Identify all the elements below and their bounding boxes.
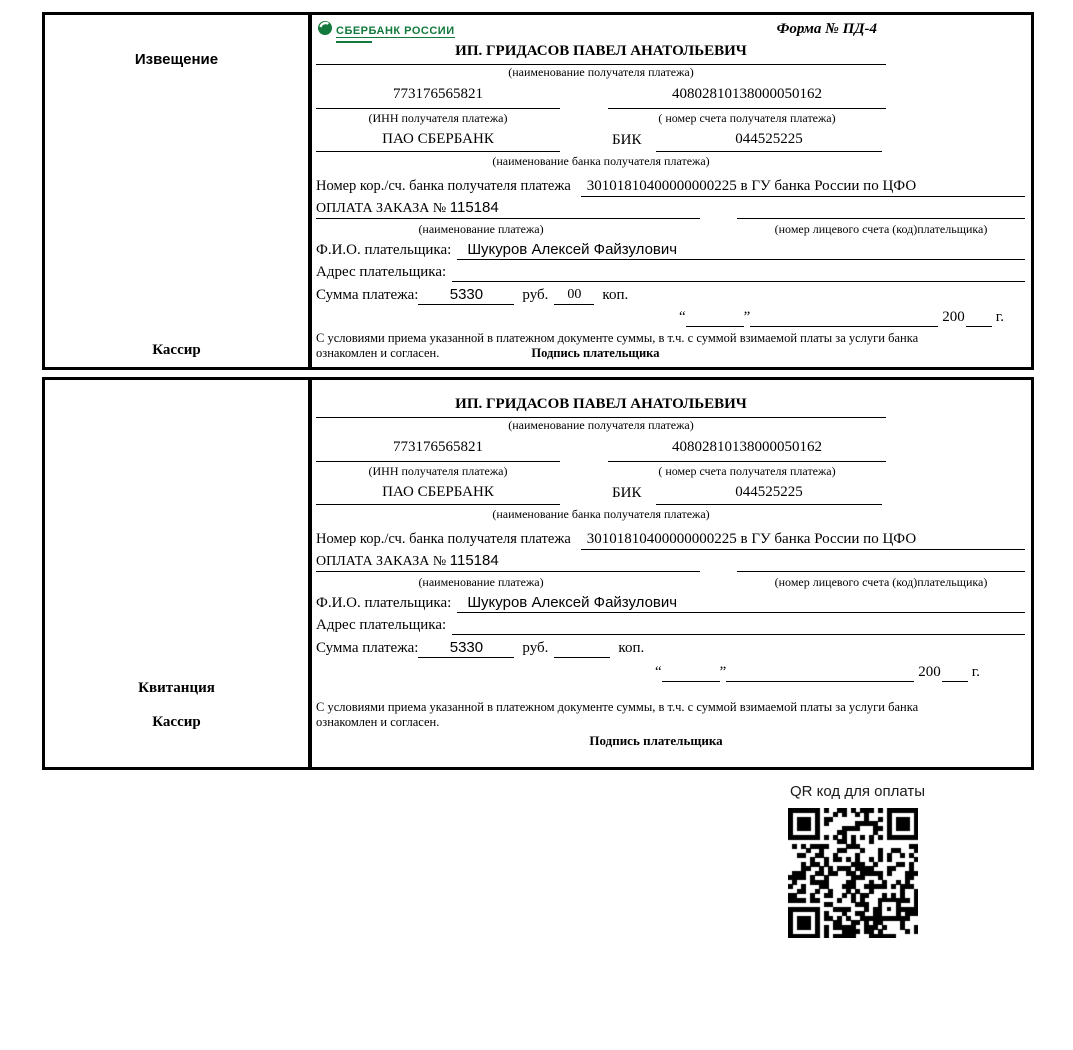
bik-label: БИК bbox=[612, 485, 642, 501]
payee-name: ИП. ГРИДАСОВ ПАВЕЛ АНАТОЛЬЕВИЧ bbox=[316, 394, 886, 418]
date-day-line bbox=[662, 681, 720, 682]
date-open-quote: “ bbox=[678, 309, 686, 325]
sberbank-logo bbox=[318, 21, 455, 43]
notice-top-block bbox=[316, 41, 886, 170]
account-hint: ( номер счета получателя платежа) bbox=[658, 464, 836, 478]
payer-address-row bbox=[316, 260, 1025, 282]
inn-value: 773176565821 bbox=[316, 434, 560, 462]
purpose-hint: (наименование платежа) bbox=[418, 575, 544, 589]
amount-kop-value bbox=[554, 656, 610, 658]
payer-address-label: Адрес плательщика: bbox=[316, 264, 447, 280]
rub-label: руб. bbox=[522, 640, 549, 656]
bik-label: БИК bbox=[612, 132, 642, 148]
payee-name-hint: (наименование получателя платежа) bbox=[508, 65, 694, 79]
date-close-quote: ” bbox=[743, 309, 751, 325]
date-open-quote: “ bbox=[654, 664, 662, 680]
inn-hint: (ИНН получателя платежа) bbox=[368, 464, 508, 478]
bank-hint: (наименование банка получателя платежа) bbox=[492, 507, 710, 521]
corr-account-row bbox=[316, 170, 1025, 197]
kop-label: коп. bbox=[618, 640, 645, 656]
bik-value: 044525225 bbox=[656, 128, 882, 152]
date-year-prefix: 200 bbox=[918, 664, 941, 680]
date-year-line bbox=[942, 681, 968, 682]
notice-main-column bbox=[312, 15, 1031, 367]
date-row bbox=[316, 305, 1025, 327]
bank-row bbox=[316, 128, 886, 154]
agreement-text bbox=[316, 331, 1016, 361]
payer-address-row bbox=[316, 613, 1025, 635]
agreement-line1: С условиями приема указанной в платежном документе суммы, в т.ч. с суммой взимаемой платы за услуги банка bbox=[316, 700, 919, 714]
account-hint: ( номер счета получателя платежа) bbox=[658, 111, 836, 125]
sberbank-logo-text: СБЕРБАНК РОССИИ bbox=[336, 25, 455, 37]
payment-purpose bbox=[316, 552, 700, 572]
personal-account-hint: (номер лицевого счета (код)плательщика) bbox=[774, 222, 988, 236]
date-month-line bbox=[726, 681, 914, 682]
bank-hint: (наименование банка получателя платежа) bbox=[492, 154, 710, 168]
bank-name: ПАО СБЕРБАНК bbox=[316, 481, 560, 505]
date-year-prefix: 200 bbox=[942, 309, 965, 325]
payer-name-value: Шукуров Алексей Файзулович bbox=[457, 594, 1025, 613]
qr-payment-block bbox=[788, 783, 925, 938]
corr-account-row bbox=[316, 523, 1025, 550]
amount-label: Сумма платежа: bbox=[316, 287, 419, 303]
corr-account-label: Номер кор./сч. банка получателя платежа bbox=[316, 178, 571, 194]
agreement-line2: ознакомлен и согласен. bbox=[316, 346, 440, 360]
payer-signature-label: Подпись плательщика bbox=[531, 346, 660, 360]
sberbank-logo-wordmark bbox=[336, 21, 455, 43]
order-number: 115184 bbox=[449, 199, 499, 216]
sberbank-tagline-bar bbox=[336, 41, 372, 43]
cashier-label: Кассир bbox=[152, 714, 201, 730]
logo-row bbox=[316, 15, 1025, 41]
amount-kop-value: 00 bbox=[554, 287, 594, 305]
purpose-hint: (наименование платежа) bbox=[418, 222, 544, 236]
cashier-label: Кассир bbox=[152, 342, 201, 358]
order-number: 115184 bbox=[449, 552, 499, 569]
notice-section bbox=[42, 12, 1034, 370]
date-year-suffix: г. bbox=[995, 309, 1004, 325]
rub-label: руб. bbox=[522, 287, 549, 303]
amount-label: Сумма платежа: bbox=[316, 640, 419, 656]
agreement-text bbox=[316, 700, 1016, 730]
bank-name: ПАО СБЕРБАНК bbox=[316, 128, 560, 152]
inn-value: 773176565821 bbox=[316, 81, 560, 109]
payer-address-line bbox=[452, 280, 1025, 282]
personal-account-hint: (номер лицевого счета (код)плательщика) bbox=[774, 575, 988, 589]
payment-purpose-prefix: ОПЛАТА ЗАКАЗА № bbox=[316, 201, 447, 216]
notice-label: Извещение bbox=[134, 51, 219, 68]
date-day-line bbox=[686, 326, 744, 327]
account-value: 40802810138000050162 bbox=[608, 434, 886, 462]
amount-rub-value: 5330 bbox=[418, 286, 514, 305]
payer-name-row bbox=[316, 590, 1025, 613]
date-year-suffix: г. bbox=[971, 664, 980, 680]
payer-name-label: Ф.И.О. плательщика: bbox=[316, 595, 452, 611]
payer-name-label: Ф.И.О. плательщика: bbox=[316, 242, 452, 258]
payer-signature-label: Подпись плательщика bbox=[589, 733, 723, 748]
payer-address-line bbox=[452, 633, 1025, 635]
date-month-line bbox=[750, 326, 938, 327]
notice-side-column bbox=[45, 15, 312, 367]
account-value: 40802810138000050162 bbox=[608, 81, 886, 109]
personal-account-line bbox=[737, 550, 1025, 572]
payment-purpose-prefix: ОПЛАТА ЗАКАЗА № bbox=[316, 554, 447, 569]
inn-account-row bbox=[316, 81, 886, 111]
agreement-line2: ознакомлен и согласен. bbox=[316, 715, 440, 729]
payment-purpose bbox=[316, 199, 700, 219]
payee-name: ИП. ГРИДАСОВ ПАВЕЛ АНАТОЛЬЕВИЧ bbox=[316, 41, 886, 65]
bank-row bbox=[316, 481, 886, 507]
payment-purpose-row bbox=[316, 197, 1025, 219]
payer-name-value: Шукуров Алексей Файзулович bbox=[457, 241, 1025, 260]
payment-purpose-row bbox=[316, 550, 1025, 572]
amount-rub-value: 5330 bbox=[418, 639, 514, 658]
inn-hint: (ИНН получателя платежа) bbox=[368, 111, 508, 125]
receipt-label: Квитанция bbox=[138, 680, 215, 696]
amount-row bbox=[316, 635, 1025, 658]
agreement-line1: С условиями приема указанной в платежном документе суммы, в т.ч. с суммой взимаемой платы за услуги банка bbox=[316, 331, 919, 345]
payer-address-label: Адрес плательщика: bbox=[316, 617, 447, 633]
date-row bbox=[316, 658, 1025, 682]
form-number: Форма № ПД-4 bbox=[776, 21, 877, 37]
date-close-quote: ” bbox=[719, 664, 727, 680]
receipt-side-column bbox=[45, 380, 312, 767]
corr-account-value: 30101810400000000225 в ГУ банка России по ЦФО bbox=[581, 178, 1025, 197]
qr-label: QR код для оплаты bbox=[790, 783, 926, 800]
corr-account-label: Номер кор./сч. банка получателя платежа bbox=[316, 531, 571, 547]
personal-account-line bbox=[737, 197, 1025, 219]
inn-account-row bbox=[316, 434, 886, 464]
kop-label: коп. bbox=[602, 287, 629, 303]
receipt-main-column bbox=[312, 380, 1031, 767]
qr-code bbox=[788, 808, 918, 938]
payee-name-hint: (наименование получателя платежа) bbox=[508, 418, 694, 432]
receipt-section bbox=[42, 377, 1034, 770]
corr-account-value: 30101810400000000225 в ГУ банка России по ЦФО bbox=[581, 531, 1025, 550]
bik-value: 044525225 bbox=[656, 481, 882, 505]
amount-row bbox=[316, 282, 1025, 305]
sberbank-logo-icon bbox=[318, 21, 336, 40]
date-year-line bbox=[966, 326, 992, 327]
payer-name-row bbox=[316, 237, 1025, 260]
receipt-top-block bbox=[316, 394, 886, 523]
